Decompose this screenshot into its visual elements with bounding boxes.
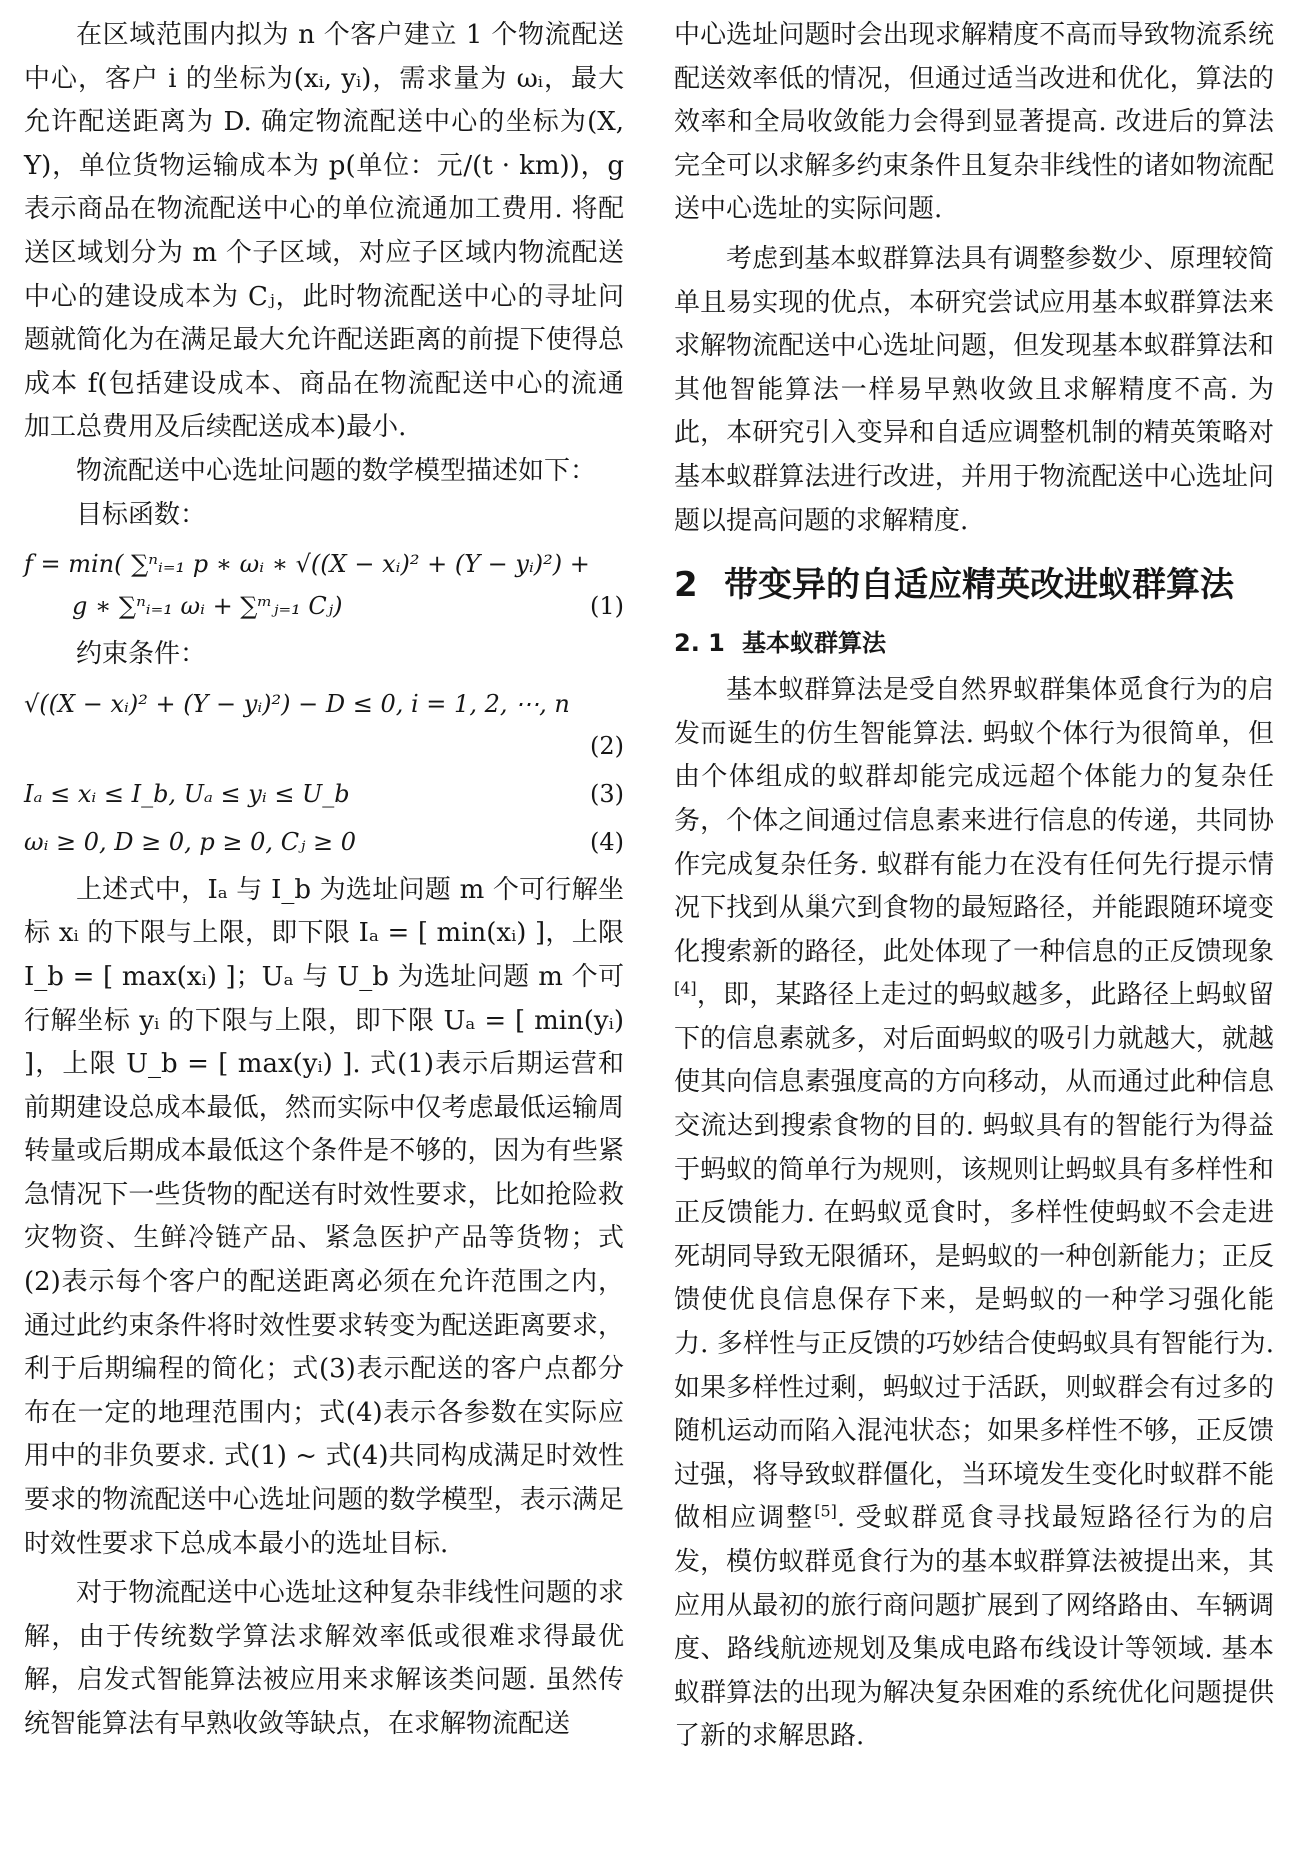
equation-4 bbox=[24, 821, 624, 863]
equation-3-text: Iₐ ≤ xᵢ ≤ I_b, Uₐ ≤ yᵢ ≤ U_b bbox=[24, 779, 350, 808]
citation-5: [5] bbox=[814, 1501, 837, 1521]
equation-2 bbox=[24, 683, 624, 767]
paragraph-research-motivation: 考虑到基本蚁群算法具有调整参数少、原理较简单且易实现的优点，本研究尝试应用基本蚁群算法来求解物流配送中心选址问题，但发现基本蚁群算法和其他智能算法一样易早熟收敛且求解精度不高. 为此，本研究引入变异和自适应调整机制的精英策略对基本蚁群算法进行改进，并用于物流配送中心选址问题以提高问题的求解精度. bbox=[674, 243, 1274, 536]
section-heading-2 bbox=[674, 557, 1274, 613]
equation-1 bbox=[24, 543, 624, 627]
equation-1-number: (1) bbox=[590, 592, 624, 621]
section-title: 带变异的自适应精英改进蚁群算法 bbox=[724, 565, 1234, 606]
paragraph-model-setup: 在区域范围内拟为 n 个客户建立 1 个物流配送中心，客户 i 的坐标为(xᵢ, yᵢ)，需求量为 ωᵢ，最大允许配送距离为 D. 确定物流配送中心的坐标为(X, Y)，单位货物运输成本为 p(单位：元/(t · km))，g 表示商品在物流配送中心的单位流通加工费用. 将配送区域划分为 m 个子区域，对应子区域内物流配送中心的建设成本为 Cⱼ，此时物流配送中心的寻址问题就简化为在满足最大允许配送距离的前提下使得总成本 f(包括建设成本、商品在物流配送中心的流通加工总费用及后续配送成本)最小. bbox=[24, 20, 624, 443]
paragraph-heuristic-intro: 对于物流配送中心选址这种复杂非线性问题的求解，由于传统数学算法求解效率低或很难求得最优解，启发式智能算法被应用来求解该类问题. 虽然传统智能算法有早熟收敛等缺点，在求解物流配送 bbox=[24, 1578, 624, 1739]
paragraph-basic-aco-part-2: ，即，某路径上走过的蚂蚁越多，此路径上蚂蚁留下的信息素就多，对后面蚂蚁的吸引力就越大，就越使其向信息素强度高的方向移动，从而通过此种信息交流达到搜索食物的目的. 蚂蚁具有的智能行为得益于蚂蚁的简单行为规则，该规则让蚂蚁具有多样性和正反馈能力. 在蚂蚁觅食时，多样性使蚂蚁不会走进死胡同导致无限循环，是蚂蚁的一种创新能力；正反馈使优良信息保存下来，是蚂蚁的一种学习强化能力. 多样性与正反馈的巧妙结合使蚂蚁具有智能行为. 如果多样性过剩，蚂蚁过于活跃，则蚁群会有过多的随机运动而陷入混沌状态；如果多样性不够，正反馈过强，将导致蚁群僵化，当环境发生变化时蚁群不能做相应调整 bbox=[674, 980, 1274, 1534]
subsection-heading-2-1 bbox=[674, 623, 1274, 663]
paragraph-basic-aco-part-3: . 受蚁群觅食寻找最短路径行为的启发，模仿蚁群觅食行为的基本蚁群算法被提出来，其应用从最初的旅行商问题扩展到了网络路由、车辆调度、路线航迹规划及集成电路布线设计等领域. 基本蚁群算法的出现为解决复杂困难的系统优化问题提供了新的求解思路. bbox=[674, 1503, 1274, 1752]
subsection-number: 2. 1 bbox=[674, 629, 725, 658]
right-column bbox=[674, 14, 1274, 1759]
equation-1-line-1: f = min( ∑ⁿᵢ₌₁ p ∗ ωᵢ ∗ √((X − xᵢ)² + (Y − yᵢ)²) + bbox=[24, 550, 590, 579]
paragraph-model-explanation: 上述式中，Iₐ 与 I_b 为选址问题 m 个可行解坐标 xᵢ 的下限与上限，即下限 Iₐ = [ min(xᵢ) ]，上限 I_b = [ max(xᵢ) ]；Uₐ 与 U_b 为选址问题 m 个可行解坐标 yᵢ 的下限与上限，即下限 Uₐ = [ min(yᵢ) ]，上限 U_b = [ max(yᵢ) ]. 式(1)表示后期运营和前期建设总成本最低，然而实际中仅考虑最低运输周转量或后期成本最低这个条件是不够的，因为有些紧急情况下一些货物的配送有时效性要求，比如抢险救灾物资、生鲜冷链产品、紧急医护产品等货物；式(2)表示每个客户的配送距离必须在允许范围之内，通过此约束条件将时效性要求转变为配送距离要求，利于后期编程的简化；式(3)表示配送的客户点都分布在一定的地理范围内；式(4)表示各参数在实际应用中的非负要求. 式(1) ~ 式(4)共同构成满足时效性要求的物流配送中心选址问题的数学模型，表示满足时效性要求下总成本最小的选址目标. bbox=[24, 874, 624, 1559]
equation-4-number: (4) bbox=[590, 827, 624, 856]
citation-4: [4] bbox=[674, 978, 697, 998]
equation-3 bbox=[24, 773, 624, 815]
equation-2-text: √((X − xᵢ)² + (Y − yᵢ)²) − D ≤ 0, i = 1, 2, ⋯, n bbox=[24, 689, 570, 718]
paragraph-constraint-label: 约束条件： bbox=[76, 639, 207, 670]
equation-4-text: ωᵢ ≥ 0, D ≥ 0, p ≥ 0, Cⱼ ≥ 0 bbox=[24, 827, 357, 856]
left-column bbox=[24, 14, 624, 1747]
paragraph-objective-label: 目标函数： bbox=[76, 499, 207, 530]
equation-1-line-2 bbox=[24, 585, 624, 627]
section-number: 2 bbox=[674, 565, 698, 606]
paragraph-basic-aco bbox=[674, 669, 1274, 1759]
paragraph-continuation: 中心选址问题时会出现求解精度不高而导致物流系统配送效率低的情况，但通过适当改进和优化，算法的效率和全局收敛能力会得到显著提高. 改进后的算法完全可以求解多约束条件且复杂非线性的诸如物流配送中心选址的实际问题. bbox=[674, 20, 1274, 225]
equation-2-number: (2) bbox=[590, 731, 624, 760]
paragraph-model-intro: 物流配送中心选址问题的数学模型描述如下： bbox=[76, 455, 597, 486]
paragraph-basic-aco-part-1: 基本蚁群算法是受自然界蚁群集体觅食行为的启发而诞生的仿生智能算法. 蚂蚁个体行为很简单，但由个体组成的蚁群却能完成远超个体能力的复杂任务，个体之间通过信息素来进行信息的传递，共同协作完成复杂任务. 蚁群有能力在没有任何先行提示情况下找到从巢穴到食物的最短路径，并能跟随环境变化搜索新的路径，此处体现了一种信息的正反馈现象 bbox=[674, 675, 1274, 967]
subsection-title: 基本蚁群算法 bbox=[742, 629, 886, 658]
equation-1-line-2-text: g ∗ ∑ⁿᵢ₌₁ ωᵢ + ∑ᵐⱼ₌₁ Cⱼ) bbox=[72, 592, 343, 621]
equation-3-number: (3) bbox=[590, 779, 624, 808]
